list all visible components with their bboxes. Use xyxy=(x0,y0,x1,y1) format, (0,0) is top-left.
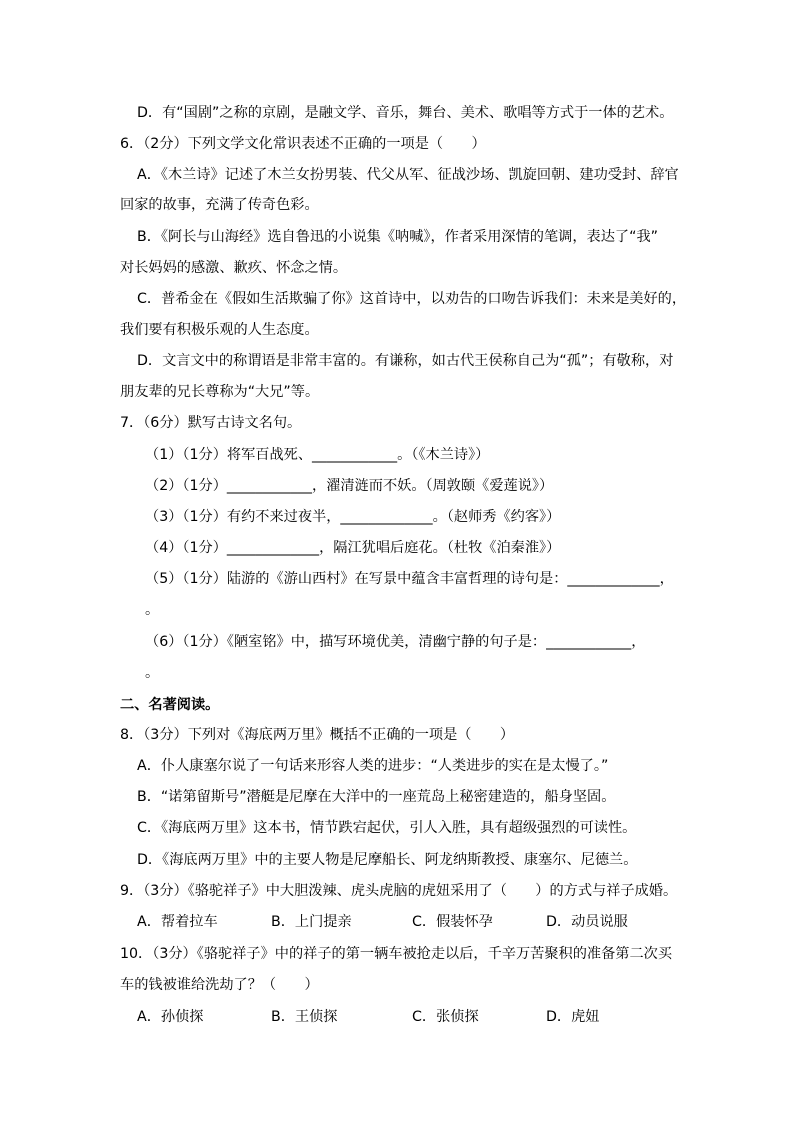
q8-option-a: A．仆人康塞尔说了一句话来形容人类的进步：“人类进步的实在是太慢了。” xyxy=(137,758,609,774)
q5-option-d: D．有“国剧”之称的京剧，是融文学、音乐，舞台、美术、歌唱等方式于一体的艺术。 xyxy=(137,105,674,121)
q7-item-4: （4）（1分）_____________，隔江犹唱后庭花。（杜牧《泊秦淮》） xyxy=(145,540,561,556)
q10-option-d: D．虎妞 xyxy=(546,1009,600,1025)
q7-item-5-cont: 。 xyxy=(145,602,160,618)
q6-option-b: B．《阿长与山海经》选自鲁迅的小说集《呐喊》，作者采用深情的笔调，表达了“我” xyxy=(137,229,658,245)
q7-item-3: （3）（1分）有约不来过夜半，_____________。（赵师秀《约客》） xyxy=(145,509,561,525)
q7-item-6-cont: 。 xyxy=(145,665,160,681)
q8-stem: 8．（3分）下列对《海底两万里》概括不正确的一项是（ ） xyxy=(120,727,515,743)
q10-stem: 10．（3分）《骆驼祥子》中的祥子的第一辆车被抢走以后，千辛万苦聚积的准备第二次买 xyxy=(120,946,673,962)
q9-option-b: B．上门提亲 xyxy=(271,914,352,930)
q10-option-c: C．张侦探 xyxy=(412,1009,479,1025)
q6-stem: 6．（2分）下列文学文化常识表述不正确的一项是（ ） xyxy=(120,136,486,152)
q10-option-a: A．孙侦探 xyxy=(137,1009,204,1025)
q6-option-d: D．文言文中的称谓语是非常丰富的。有谦称，如古代王侯称自己为“孤”；有敬称，对 xyxy=(137,353,674,369)
q7-item-5: （5）（1分）陆游的《游山西村》在写景中蕴含丰富哲理的诗句是：_____________， xyxy=(145,571,674,587)
q6-option-c-cont: 我们要有积极乐观的人生态度。 xyxy=(120,322,319,338)
q7-stem: 7．（6分）默写古诗文名句。 xyxy=(120,415,302,431)
q9-option-d: D．动员说服 xyxy=(546,914,628,930)
q8-option-d: D．《海底两万里》中的主要人物是尼摩船长、阿龙纳斯教授、康塞尔、尼德兰。 xyxy=(137,852,638,868)
q7-item-2: （2）（1分）____________，濯清涟而不妖。（周敦颐《爱莲说》） xyxy=(145,478,554,494)
q6-option-a: A．《木兰诗》记述了木兰女扮男装、代父从军、征战沙场、凯旋回朝、建功受封、辞官 xyxy=(137,167,679,183)
q8-option-c: C．《海底两万里》这本书，情节跌宕起伏，引人入胜，具有超级强烈的可读性。 xyxy=(137,820,637,836)
q6-option-d-cont: 朋友辈的兄长尊称为“大兄”等。 xyxy=(120,384,320,400)
q9-option-a: A．帮着拉车 xyxy=(137,914,218,930)
q6-option-b-cont: 对长妈妈的感激、歉疚、怀念之情。 xyxy=(120,260,348,276)
q10-option-b: B．王侦探 xyxy=(271,1009,338,1025)
q6-option-a-cont: 回家的故事，充满了传奇色彩。 xyxy=(120,197,319,213)
q9-stem: 9．（3分）《骆驼祥子》中大胆泼辣、虎头虎脑的虎妞采用了（ ）的方式与祥子成婚。 xyxy=(120,883,678,899)
q9-option-c: C．假装怀孕 xyxy=(412,914,493,930)
q7-item-6: （6）（1分）《陋室铭》中，描写环境优美，清幽宁静的句子是：____________， xyxy=(145,634,646,650)
q6-option-c: C．普希金在《假如生活欺骗了你》这首诗中，以劝告的口吻告诉我们：未来是美好的， xyxy=(137,291,687,307)
q7-item-1: （1）（1分）将军百战死、____________。（《木兰诗》） xyxy=(145,447,490,463)
q10-stem-cont: 车的钱被谁给洗劫了？（ ） xyxy=(120,977,319,993)
section-heading: 二、名著阅读。 xyxy=(120,697,220,713)
q8-option-b: B．“诺第留斯号”潜艇是尼摩在大洋中的一座荒岛上秘密建造的，船身坚固。 xyxy=(137,789,616,805)
